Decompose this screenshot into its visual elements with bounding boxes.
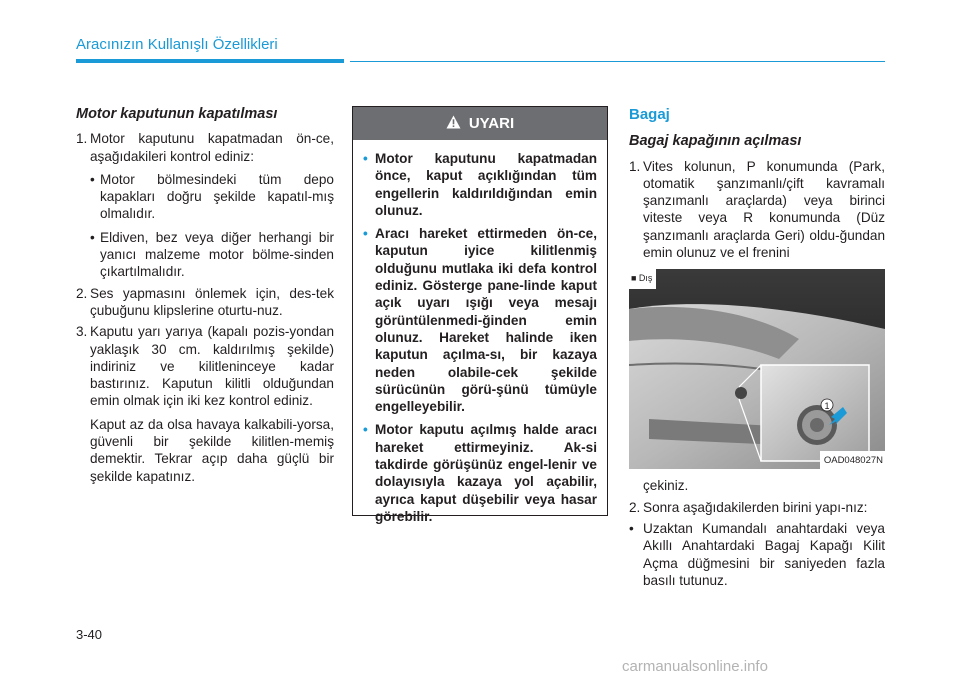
bullet-dot: • (363, 422, 368, 438)
hood-step-1-bullet (90, 171, 334, 223)
warning-text: Aracı hareket ettirmeden ön-ce, kaputun iyice kilitlenmiş olduğunu mutlaka iki defa kontrol ediniz. Gösterge pane-linde kaput açık uyarı ışığı veya mesajı görüntülenmedi-ğinden emin olunuz. Hareket halinde iken kaputun açılma-sı, bir kazaya neden olabile-cek şekilde sürücünün görü-şünü tümüyle engelleyebilir. (375, 226, 597, 415)
bullet-dot: • (363, 226, 368, 242)
page-number: 3-40 (76, 627, 103, 642)
header-rule-thick (76, 59, 344, 63)
trunk-photo (629, 269, 885, 469)
warning-item (363, 150, 597, 219)
bullet-dot: • (363, 151, 368, 166)
left-column (76, 106, 334, 485)
trunk-opening-title: Bagaj kapağının açılması (629, 133, 802, 150)
car-rear-illustration (629, 269, 885, 469)
trunk-section-title: Bagaj (629, 106, 670, 123)
step-text: Ses yapmasını önlemek için, des-tek çubuğunu klipslerine oturtu-nuz. (90, 285, 334, 318)
warning-header (353, 107, 607, 140)
bullet-dot: • (629, 520, 634, 536)
step-text: Vites kolunun, P konumunda (Park, otomatik şanzımanlı/çift kavramalı şanzımanlı araçlarda) veya birinci viteste veya R konumunda (Düz şanzımanlı araçlarda Geri) oldu-ğundan emin olunuz ve el frenini (643, 158, 885, 261)
hood-step-1 (76, 130, 334, 165)
hood-closing-title: Motor kaputunun kapatılması (76, 106, 278, 122)
hood-step-3-note: Kaput az da olsa havaya kalkabili-yorsa, güvenli bir şekilde kilitlen-memiş demektir. Tekrar açıp daha güçlü bir şekilde kapatınız. (90, 416, 334, 484)
warning-list (353, 140, 607, 525)
warning-triangle-icon (446, 115, 461, 133)
photo-callout-number: 1 (824, 401, 830, 412)
right-column (629, 106, 885, 591)
step-number: 1. (76, 131, 88, 147)
photo-code: OAD048027N (820, 451, 885, 469)
hood-step-2 (76, 285, 334, 320)
bullet-text: Uzaktan Kumandalı anahtardaki veya Akıllı Anahtardaki Bagaj Kapağı Kilit Açma düğmesini bir saniyeden fazla basılı tutunuz. (643, 520, 885, 588)
bullet-dot: • (90, 229, 95, 245)
step-text: Sonra aşağıdakilerden birini yapı-nız: (643, 499, 868, 515)
step-number: 3. (76, 324, 88, 340)
step-number: 2. (629, 499, 641, 515)
header-title: Aracınızın Kullanışlı Özellikleri (76, 36, 278, 53)
header-rule-thin (350, 61, 885, 62)
step-number: 1. (629, 158, 641, 174)
trunk-step-1-continuation: çekiniz. (643, 478, 689, 494)
photo-tag: ■ Dış (629, 269, 656, 288)
bullet-text: Motor bölmesindeki tüm depo kapakları doğru şekilde kapatıl-mış olmalıdır. (100, 171, 334, 222)
trunk-bullet (629, 520, 885, 589)
bullet-text: Eldiven, bez veya diğer herhangi bir yanıcı malzeme motor bölme-sinden çıkartılmalıdır. (100, 229, 334, 280)
warning-box (352, 106, 608, 524)
step-number: 2. (76, 285, 88, 301)
watermark: carmanualsonline.info (622, 658, 768, 675)
trunk-step-1 (629, 158, 885, 262)
trunk-step-2 (629, 499, 885, 516)
warning-text: Motor kaputu açılmış halde aracı hareket ettirmeyiniz. Ak-si takdirde görüşünüz engel-lenir ve dolayısıyla kazaya yol açabilir, ayrıca kaput düşebilir veya hasar görebilir. (375, 422, 597, 524)
warning-text: Motor kaputunu kapatmadan önce, kaput açıklığından tüm engellerin kaldırıldığından emin olunuz. (375, 151, 597, 218)
warning-item (363, 421, 597, 525)
hood-step-1-bullet (90, 229, 334, 281)
step-text: Kaputu yarı yarıya (kapalı pozis-yondan yaklaşık 30 cm. kaldırılmış şekilde) indiriniz ve kilitleninceye kadar bastırınız. Kaputun kilitli olduğundan emin olmak için iki kez kontrol ediniz. (90, 324, 334, 409)
warning-title: UYARI (468, 115, 515, 132)
warning-item (363, 225, 597, 415)
bullet-dot: • (90, 171, 95, 187)
hood-step-3 (76, 323, 334, 409)
step-text: Motor kaputunu kapatmadan ön-ce, aşağıdakileri kontrol ediniz: (90, 131, 334, 164)
